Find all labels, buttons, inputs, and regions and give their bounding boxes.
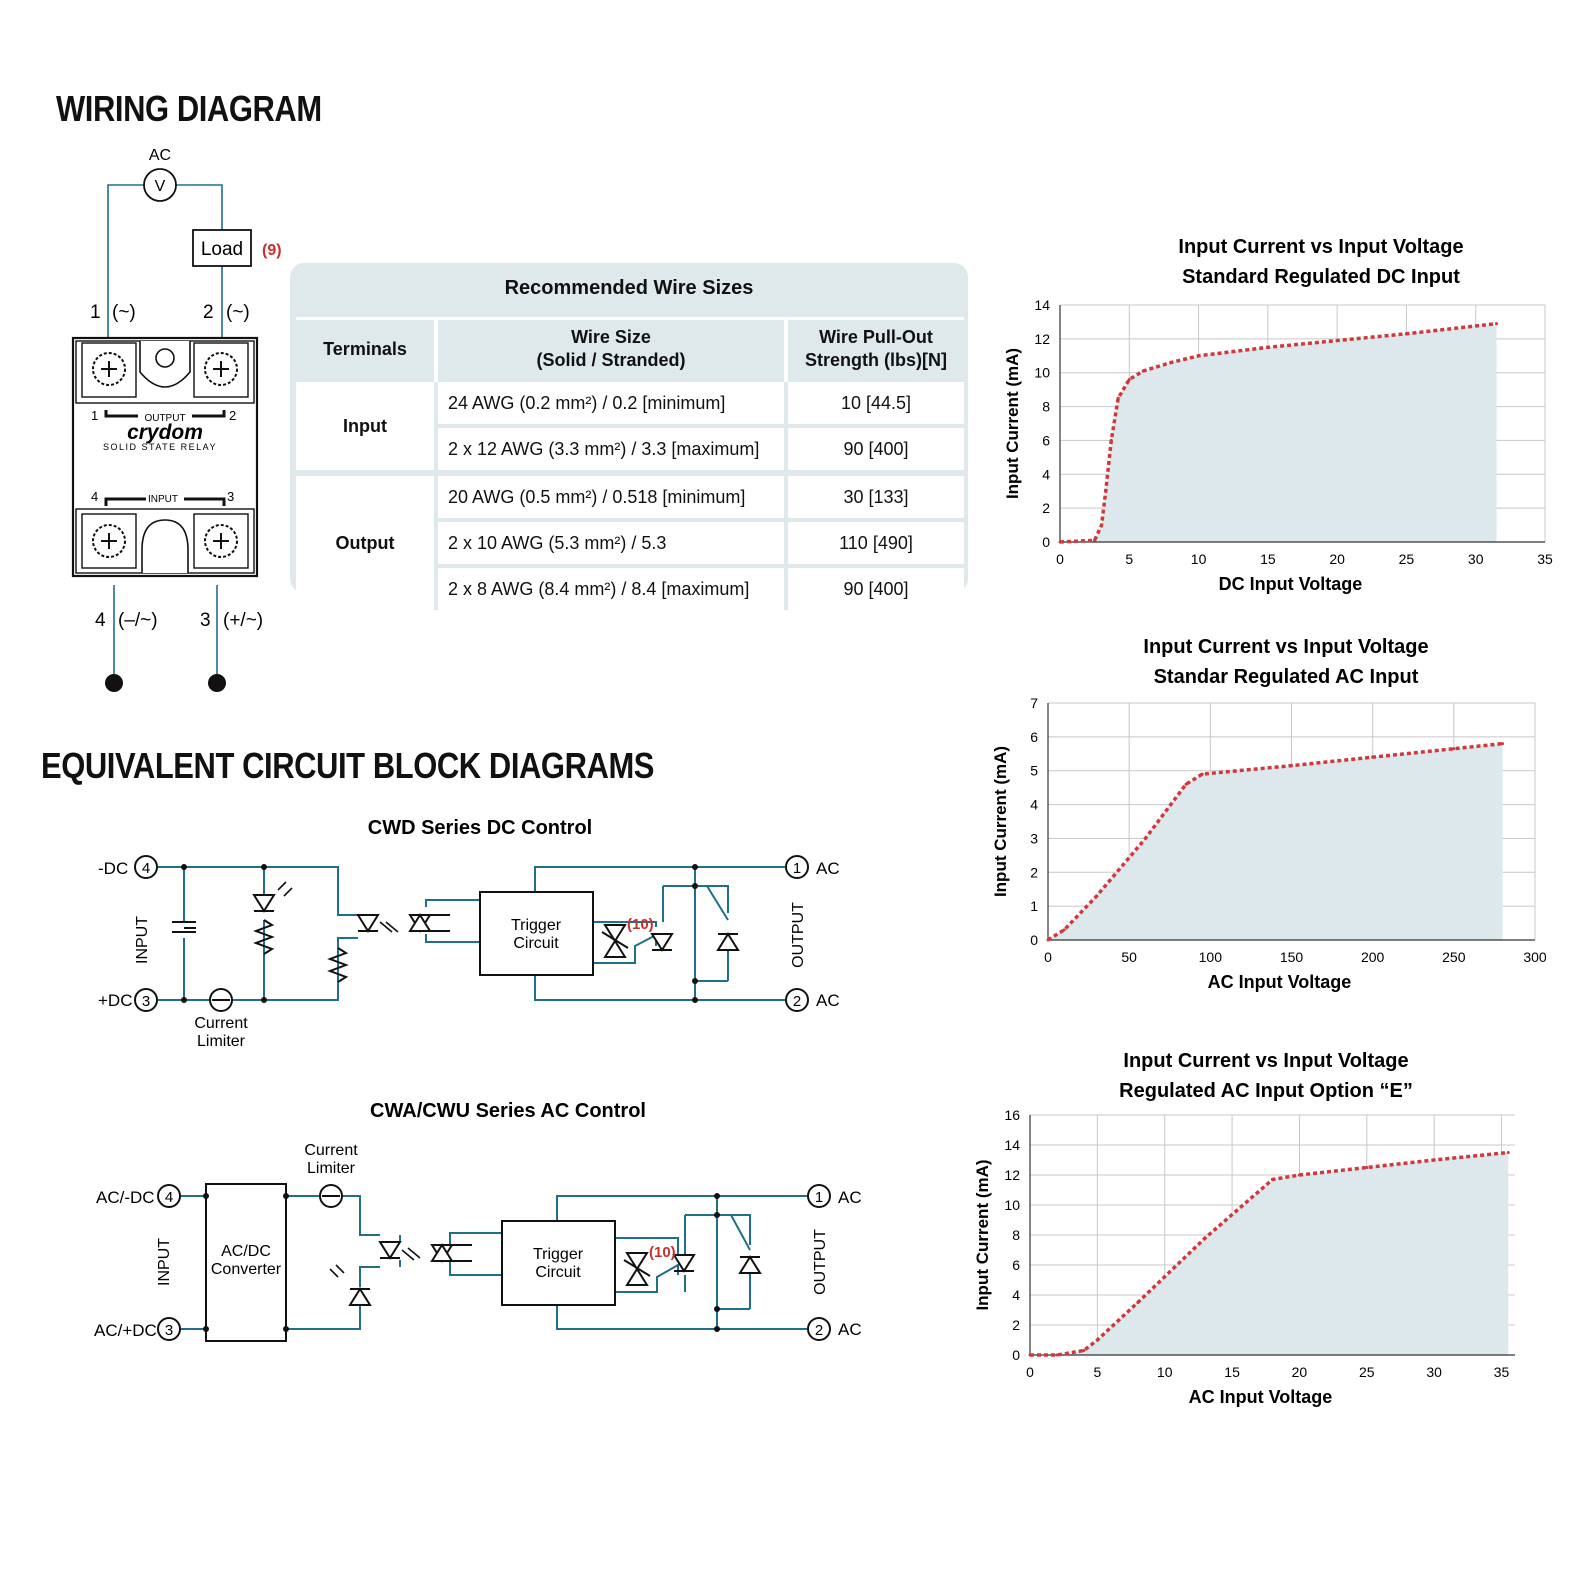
y-tick-label: 12 [1004,1167,1020,1183]
wire-table-grid [296,317,964,610]
dc-control-circuit [90,810,870,1060]
svg-text:OUTPUT: OUTPUT [144,413,186,424]
header-terminals: Terminals [323,338,407,359]
terminal-1-number: 1 [90,302,101,323]
ac-top-label: AC/-DC [96,1188,155,1207]
pin-2-number: 2 [814,1322,824,1339]
y-tick-label: 2 [1012,1317,1020,1333]
data-point [1142,370,1145,373]
terminal-2-number: 2 [203,302,214,323]
dc-ac-label-1: AC [816,859,840,878]
group-output: Output [296,473,436,610]
pull-out-cell: 10 [44.5] [786,380,964,426]
data-point [1452,747,1455,750]
wire-size-table [290,263,968,599]
dc-trigger-label-2: Circuit [513,935,559,952]
y-tick-label: 8 [1012,1227,1020,1243]
data-point [1095,894,1098,897]
wire-size-cell: 20 AWG (0.5 mm²) / 0.518 [minimum] [436,473,786,520]
y-tick-label: 2 [1030,864,1038,881]
ac-ac-label-1: AC [838,1188,862,1207]
ac-control-circuit [90,1095,880,1355]
dc-circuit-title: CWD Series DC Control [367,817,593,839]
data-point [1290,764,1293,767]
data-point [1144,837,1147,840]
svg-text:INPUT: INPUT [148,494,178,505]
dc-ac-label-2: AC [816,991,840,1010]
x-tick-label: 35 [1537,551,1553,567]
data-point [1096,1339,1099,1342]
wiring-diagram-heading: WIRING DIAGRAM [56,88,322,129]
terminal-3-symbol: (+/~) [223,610,264,631]
ac-note: (10) [649,1244,676,1261]
x-tick-label: 0 [1026,1364,1034,1380]
data-point [1371,756,1374,759]
y-axis-label: Input Current (mA) [1003,347,1022,500]
data-point [1405,332,1408,335]
chart-title: Input Current vs Input Voltage [1178,236,1464,258]
dc-note: (10) [627,916,654,933]
terminal-3-dot [208,674,226,692]
data-point [1501,742,1504,745]
data-point [1365,1166,1368,1169]
wire-size-cell: 2 x 10 AWG (5.3 mm²) / 5.3 [436,520,786,566]
crydom-logo: crydom [127,421,203,444]
y-tick-label: 12 [1034,330,1050,347]
relay-body [73,338,257,576]
terminal-4-dot [105,674,123,692]
y-tick-label: 5 [1030,762,1038,779]
dc-limiter-label-1: Current [194,1015,248,1032]
x-axis-label: DC Input Voltage [1218,574,1363,594]
data-point [1201,773,1204,776]
terminal-4-symbol: (–/~) [118,610,158,631]
pull-out-cell: 110 [490] [786,520,964,566]
wire-size-cell: 2 x 8 AWG (8.4 mm²) / 8.4 [maximum] [436,566,786,610]
data-point [1128,378,1131,381]
ac-input-label: INPUT [156,1238,173,1286]
svg-text:3: 3 [227,489,235,504]
wire-table-title: Recommended Wire Sizes [504,277,754,299]
x-axis-label: AC Input Voltage [1207,972,1352,992]
data-point [1204,1237,1207,1240]
x-tick-label: 15 [1260,551,1276,567]
ac-bottom-label: AC/+DC [94,1321,157,1340]
header-wire-size: Wire Size (Solid / Stranded) [436,319,786,381]
svg-text:4: 4 [91,489,99,504]
wire-size-cell: 2 x 12 AWG (3.3 mm²) / 3.3 [maximum] [436,426,786,473]
data-point [1433,1159,1436,1162]
pin-3-number: 3 [141,993,151,1010]
terminal-2-symbol: (~) [226,302,250,323]
data-point [1110,439,1113,442]
y-tick-label: 1 [1030,898,1038,915]
data-point [1063,928,1066,931]
x-tick-label: 30 [1467,551,1484,567]
y-tick-label: 14 [1034,297,1050,313]
x-tick-label: 25 [1359,1364,1375,1380]
svg-text:2: 2 [229,408,237,423]
pull-out-cell: 90 [400] [786,566,964,610]
chart-subtitle: Standard Regulated DC Input [1182,266,1460,288]
y-tick-label: 14 [1004,1137,1020,1153]
x-tick-label: 15 [1224,1364,1240,1380]
x-tick-label: 5 [1125,551,1134,567]
pin-4-number: 4 [141,860,151,877]
pin-4-number: 4 [164,1189,174,1206]
dc-pos-label: +DC [98,991,133,1010]
x-tick-label: 300 [1523,949,1547,965]
data-point [1059,541,1062,544]
pull-out-cell: 90 [400] [786,426,964,473]
ac-circuit-title: CWA/CWU Series AC Control [370,1100,646,1122]
x-tick-label: 35 [1493,1364,1510,1380]
data-point [1104,490,1107,493]
dc-input-chart [990,225,1570,610]
y-tick-label: 0 [1012,1347,1020,1363]
data-point [1093,539,1096,542]
dc-limiter-label-2: Limiter [196,1033,246,1050]
data-point [1047,939,1050,942]
wire-size-cell: 24 AWG (0.2 mm²) / 0.2 [minimum] [436,380,786,426]
ac-trigger-label-2: Circuit [535,1264,581,1281]
area-fill [1048,744,1503,940]
y-tick-label: 2 [1042,500,1050,517]
table-row [296,473,964,520]
dc-neg-label: -DC [98,859,129,878]
data-point [1507,1151,1510,1154]
y-tick-label: 4 [1042,466,1050,483]
ac-trigger-label-1: Trigger [532,1246,584,1263]
x-tick-label: 25 [1398,551,1415,567]
y-tick-label: 8 [1042,398,1050,415]
data-point [1336,339,1339,342]
y-tick-label: 4 [1030,796,1038,813]
ac-source-label: AC [148,147,172,164]
x-tick-label: 0 [1044,949,1052,965]
option-e-chart [965,1040,1545,1420]
data-point [1136,1301,1139,1304]
dc-input-label: INPUT [134,916,151,964]
y-axis-label: Input Current (mA) [991,745,1010,898]
x-axis-label: AC Input Voltage [1188,1387,1333,1407]
x-tick-label: 5 [1093,1364,1102,1380]
data-point [1298,1174,1301,1177]
group-input: Input [296,380,436,473]
x-tick-label: 250 [1442,949,1466,965]
load-label: Load [200,239,244,260]
converter-label-2: Converter [210,1261,282,1278]
wiring-diagram [60,140,300,700]
data-point [1055,1354,1058,1357]
data-point [1082,1349,1085,1352]
ac-output-label: OUTPUT [812,1229,829,1295]
x-tick-label: 100 [1198,949,1223,965]
y-tick-label: 7 [1030,695,1038,711]
pin-3-number: 3 [164,1322,174,1339]
y-tick-label: 0 [1042,534,1050,550]
y-axis-label: Input Current (mA) [973,1159,992,1311]
chart-subtitle: Regulated AC Input Option “E” [1119,1080,1413,1102]
data-point [1100,524,1103,527]
terminal-1-symbol: (~) [112,302,136,323]
y-tick-label: 6 [1042,432,1050,449]
terminal-3-number: 3 [200,610,211,631]
ac-limiter-label-2: Limiter [306,1160,356,1177]
chart-title: Input Current vs Input Voltage [1123,1050,1409,1072]
x-tick-label: 10 [1190,551,1207,567]
x-tick-label: 20 [1329,551,1345,567]
pin-2-number: 2 [792,993,802,1010]
svg-text:SOLID STATE RELAY: SOLID STATE RELAY [102,442,218,452]
x-tick-label: 200 [1360,949,1385,965]
x-tick-label: 30 [1426,1364,1442,1380]
data-point [1271,1178,1274,1181]
converter-label-1: AC/DC [221,1243,271,1260]
data-point [1197,354,1200,357]
dc-trigger-label-1: Trigger [510,917,562,934]
x-tick-label: 20 [1291,1364,1308,1380]
data-point [1117,397,1120,400]
ac-limiter-label-1: Current [304,1142,358,1159]
data-point [1029,1354,1032,1357]
ac-ac-label-2: AC [838,1320,862,1339]
terminal-4-number: 4 [95,610,106,631]
data-point [1266,346,1269,349]
y-tick-label: 10 [1034,364,1050,381]
x-tick-label: 0 [1056,551,1064,567]
y-tick-label: 10 [1004,1197,1020,1213]
data-point [1169,361,1172,364]
x-tick-label: 10 [1156,1364,1173,1380]
pin-1-number: 1 [814,1189,824,1206]
voltmeter-label: V [154,178,166,195]
data-point [1184,783,1187,786]
chart-subtitle: Standar Regulated AC Input [1153,666,1419,688]
area-fill [1060,324,1497,542]
y-tick-label: 0 [1030,932,1038,948]
header-pull-out: Wire Pull-Out Strength (lbs)[N] [786,319,964,381]
y-tick-label: 6 [1030,728,1038,745]
load-note: (9) [262,242,282,259]
pin-1-number: 1 [792,860,802,877]
dc-output-label: OUTPUT [790,902,807,968]
x-tick-label: 50 [1121,949,1137,965]
equivalent-circuit-heading: EQUIVALENT CIRCUIT BLOCK DIAGRAMS [41,745,655,786]
chart-title: Input Current vs Input Voltage [1143,636,1429,658]
ac-input-chart [985,625,1565,1005]
svg-text:1: 1 [91,408,99,423]
y-tick-label: 6 [1012,1257,1020,1273]
y-tick-label: 16 [1004,1107,1020,1123]
x-tick-label: 150 [1279,949,1304,965]
pull-out-cell: 30 [133] [786,473,964,520]
table-row [296,380,964,426]
y-tick-label: 3 [1030,830,1038,847]
y-tick-label: 4 [1012,1287,1020,1303]
data-point [1495,322,1498,325]
